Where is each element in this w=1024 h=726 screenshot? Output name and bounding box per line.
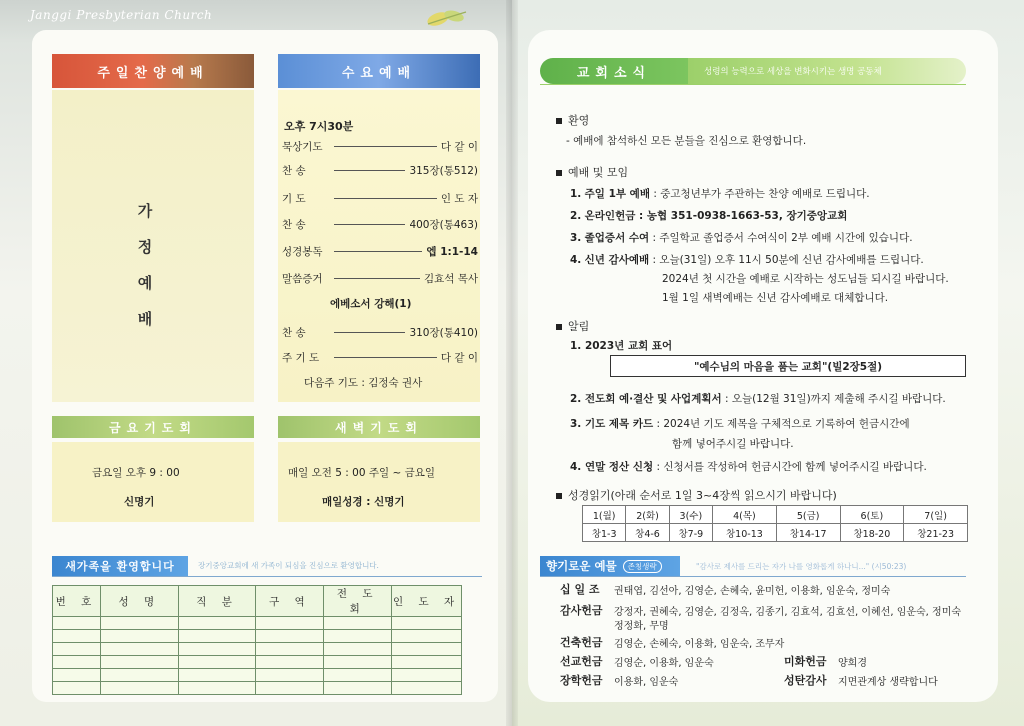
bullet-square-icon <box>556 493 562 499</box>
column-header: 구 역 <box>256 586 324 617</box>
order-row <box>282 323 478 341</box>
family-worship-char: 가 <box>137 202 153 220</box>
order-value: 400장(통463) <box>409 218 478 231</box>
reading-chapters: 창21-23 <box>904 524 968 542</box>
worship-item: 1. 주일 1부 예배 : 중고청년부가 주관하는 찬양 예배로 드립니다. <box>570 188 870 200</box>
section-worship <box>556 164 628 180</box>
table-row <box>583 506 968 524</box>
order-row <box>282 242 478 260</box>
reading-day: 6(토) <box>840 506 904 524</box>
order-value: 다 같 이 <box>440 140 478 153</box>
table-row <box>53 643 462 656</box>
order-label: 찬 송 <box>282 218 306 231</box>
offering-label: 미화헌금 <box>784 655 827 668</box>
sermon-title: 에베소서 강해(1) <box>330 298 412 310</box>
family-worship-title <box>130 200 160 344</box>
offering-verse: "감사로 제사를 드리는 자가 나를 영화롭게 하나니..." (시50:23) <box>696 562 907 571</box>
church-name: Janggi Presbyterian Church <box>30 8 213 22</box>
notice-item: 4. 연말 정산 신청 : 신청서를 작성하여 헌금시간에 함께 넣어주시길 바랍니다. <box>570 461 927 473</box>
table-row <box>53 682 462 695</box>
leaf-icon <box>424 6 470 28</box>
column-header: 성 명 <box>100 586 178 617</box>
order-row <box>282 269 478 287</box>
order-value: 다 같 이 <box>440 351 478 364</box>
offering-names: 양희경 <box>838 658 867 669</box>
order-row <box>282 161 478 179</box>
new-family-rows <box>53 617 462 695</box>
next-week-prayer: 다음주 기도 : 김정숙 권사 <box>304 377 423 389</box>
offering-label: 건축헌금 <box>560 636 603 649</box>
reading-day: 5(금) <box>776 506 840 524</box>
offering-label: 선교헌금 <box>560 655 603 668</box>
section-heading: 환영 <box>568 114 590 127</box>
order-label: 주 기 도 <box>282 351 320 364</box>
reading-chapters: 창18-20 <box>840 524 904 542</box>
order-row <box>282 215 478 233</box>
order-label: 찬 송 <box>282 326 306 339</box>
column-header: 인 도 자 <box>392 586 462 617</box>
friday-prayer-banner: 금요기도회 <box>52 416 254 438</box>
page-spine <box>506 0 518 726</box>
wednesday-time: 오후 7시30분 <box>284 120 354 133</box>
order-value: 인 도 자 <box>440 192 478 205</box>
new-family-note: 장기중앙교회에 새 가족이 되심을 진심으로 환영합니다. <box>198 561 379 570</box>
welcome-text: - 예배에 참석하신 모든 분들을 진심으로 환영합니다. <box>566 135 807 147</box>
offering-banner <box>540 556 680 576</box>
section-notice <box>556 318 589 334</box>
section-reading <box>556 487 837 503</box>
offering-label: 장학헌금 <box>560 674 603 687</box>
wednesday-worship-banner: 수요예배 <box>278 54 480 88</box>
reading-chapters: 창7-9 <box>669 524 712 542</box>
reading-chapters: 창1-3 <box>583 524 626 542</box>
order-line <box>334 278 420 279</box>
divider <box>540 84 966 85</box>
reading-day: 7(일) <box>904 506 968 524</box>
order-line <box>334 251 422 252</box>
order-label: 찬 송 <box>282 164 306 177</box>
reading-chapters: 창4-6 <box>626 524 669 542</box>
worship-item: 2. 온라인헌금 : 농협 351-0938-1663-53, 장기중앙교회 <box>570 210 848 222</box>
bible-reading-table <box>582 505 968 542</box>
reading-day: 2(화) <box>626 506 669 524</box>
table-row <box>53 617 462 630</box>
church-motto-note: 성령의 능력으로 세상을 변화시키는 생명 공동체 <box>704 67 882 77</box>
column-header: 직 분 <box>178 586 256 617</box>
offering-names: 정정화, 무명 <box>614 621 669 632</box>
offering-label: 감사헌금 <box>560 604 603 617</box>
bullet-square-icon <box>556 324 562 330</box>
section-heading: 알림 <box>568 320 590 333</box>
new-family-banner: 새가족을 환영합니다 <box>52 556 188 576</box>
notice-item: 3. 기도 제목 카드 : 2024년 기도 제목을 구체적으로 기록하여 헌금시간에 <box>570 418 910 430</box>
bullet-square-icon <box>556 118 562 124</box>
new-family-table <box>52 585 462 695</box>
order-line <box>334 198 437 199</box>
bullet-square-icon <box>556 170 562 176</box>
offering-names: 김영순, 이용화, 임운숙 <box>614 658 714 669</box>
honorific-omitted-tag: 존칭생략 <box>623 560 662 573</box>
order-row <box>282 137 478 155</box>
section-welcome <box>556 112 589 128</box>
worship-item-continued: 1월 1일 새벽예배는 신년 감사예배로 대체합니다. <box>662 292 889 304</box>
order-line <box>334 224 405 225</box>
offering-names: 지면관계상 생략합니다 <box>838 677 938 688</box>
sunday-worship-banner: 주일찬양예배 <box>52 54 254 88</box>
scripture-reading: 엡 1:1-14 <box>426 245 478 258</box>
offering-names: 이용화, 임운숙 <box>614 677 679 688</box>
table-row <box>583 524 968 542</box>
order-line <box>334 332 405 333</box>
order-line <box>334 170 405 171</box>
order-label: 성경봉독 <box>282 245 323 258</box>
family-worship-char: 예 <box>137 274 153 292</box>
family-worship-char: 배 <box>137 310 153 328</box>
reading-day: 3(수) <box>669 506 712 524</box>
offering-names: 권태엽, 김선아, 김영순, 손혜숙, 윤미헌, 이용화, 임운숙, 정미숙 <box>614 586 891 597</box>
column-header: 번 호 <box>53 586 101 617</box>
reading-chapters: 창10-13 <box>713 524 777 542</box>
notice-item: 1. 2023년 교회 표어 <box>570 340 673 352</box>
table-header-row <box>53 586 462 617</box>
order-value: 315장(통512) <box>409 164 478 177</box>
table-row <box>53 630 462 643</box>
order-value: 310장(통410) <box>409 326 478 339</box>
reading-day: 4(목) <box>713 506 777 524</box>
order-line <box>334 357 437 358</box>
table-row <box>53 669 462 682</box>
worship-item: 3. 졸업증서 수여 : 주일학교 졸업증서 수여식이 2부 예배 시간에 있습니다. <box>570 232 913 244</box>
reading-day: 1(월) <box>583 506 626 524</box>
dawn-reading: 매일성경 : 신명기 <box>322 496 405 508</box>
offering-label: 성탄감사 <box>784 674 827 687</box>
notice-item: 2. 전도회 예·결산 및 사업계획서 : 오늘(12월 31일)까지 제출해 주시길 바랍니다. <box>570 393 946 405</box>
offering-names: 강정자, 권혜숙, 김영순, 김정옥, 김종기, 김효석, 김효선, 이혜선, 임운숙, 정미숙 <box>614 607 962 618</box>
order-label: 말씀증거 <box>282 272 323 285</box>
section-heading: 예배 및 모임 <box>568 166 629 179</box>
order-line <box>334 146 437 147</box>
church-motto-box: "예수님의 마음을 품는 교회"(빌2장5절) <box>610 355 966 377</box>
column-header: 전 도 회 <box>324 586 392 617</box>
worship-item-continued: 2024년 첫 시간을 예배로 시작하는 성도님들 되시길 바랍니다. <box>662 273 949 285</box>
worship-item: 4. 신년 감사예배 : 오늘(31일) 오후 11시 50분에 신년 감사예배를 드립니다. <box>570 254 924 266</box>
friday-time: 금요일 오후 9 : 00 <box>92 467 180 479</box>
order-row <box>282 348 478 366</box>
reading-chapters: 창14-17 <box>776 524 840 542</box>
table-row <box>53 656 462 669</box>
friday-prayer-box <box>52 442 254 522</box>
order-row <box>282 189 478 207</box>
family-worship-char: 정 <box>137 238 153 256</box>
order-label: 기 도 <box>282 192 306 205</box>
offering-names: 김영순, 손혜숙, 이용화, 임운숙, 조무자 <box>614 639 785 650</box>
dawn-prayer-banner: 새벽기도회 <box>278 416 480 438</box>
offering-label: 십 일 조 <box>560 583 600 596</box>
order-label: 묵상기도 <box>282 140 323 153</box>
notice-item-continued: 함께 넣어주시길 바랍니다. <box>672 438 794 450</box>
church-news-banner: 교회소식 <box>540 58 688 84</box>
divider <box>52 576 482 577</box>
section-heading: 성경읽기(아래 순서로 1일 3~4장씩 읽으시기 바랍니다) <box>568 489 837 502</box>
friday-leader: 신명기 <box>124 496 155 508</box>
divider <box>540 576 966 577</box>
dawn-prayer-box <box>278 442 480 522</box>
order-value: 김효석 목사 <box>423 272 478 285</box>
dawn-time: 매일 오전 5 : 00 주일 ~ 금요일 <box>288 467 436 479</box>
offering-title: 향기로운 예물 <box>546 559 617 573</box>
